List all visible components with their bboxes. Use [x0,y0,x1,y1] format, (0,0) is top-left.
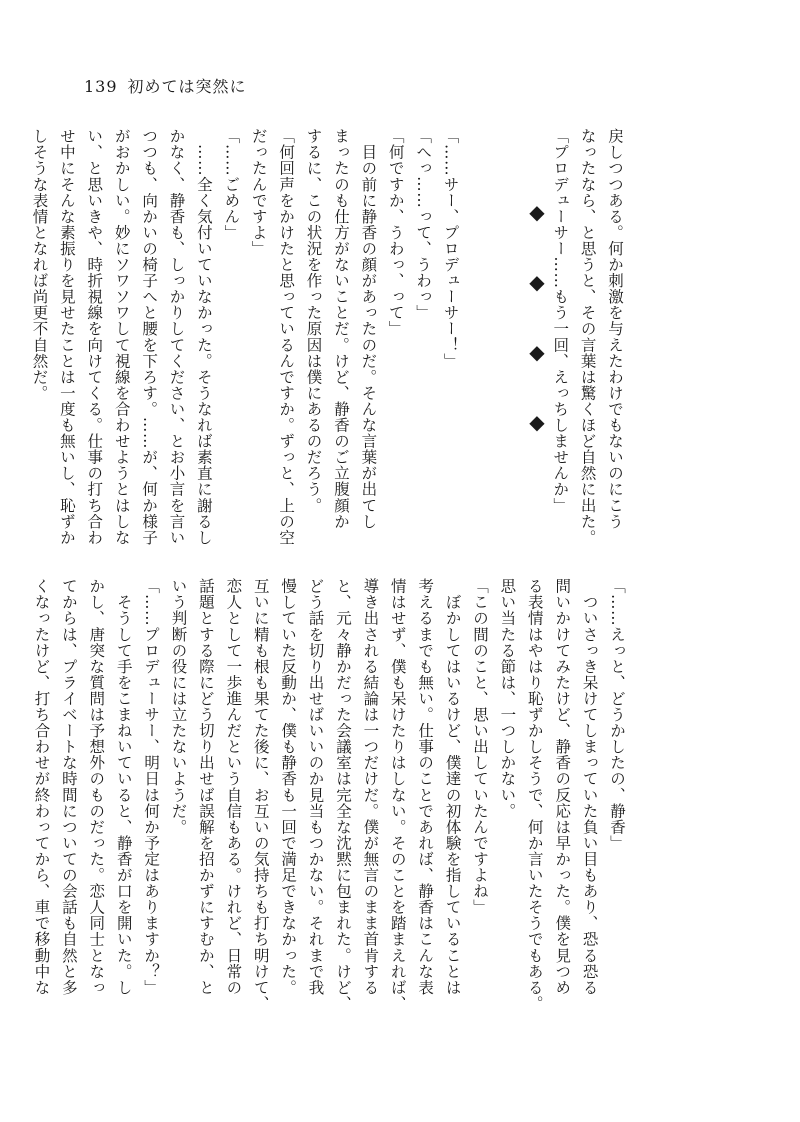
text-line: くなったけど、打ち合わせが終わってから、車で移動中な [32,578,51,996]
text-line: ぼかしてはいるけど、僕達の初体験を指していることは [443,578,462,996]
text-line: かなく、静香も、しっかりしてください、とお小言を言い [167,128,186,546]
separator-gap [464,128,491,548]
text-line: 「……えっと、どうかしたの、静香」 [608,578,626,851]
text-line: どう話を切り出せばいいのか見当もつかない。それまで我 [306,578,325,996]
running-header [84,74,247,97]
text-line: するに、この状況を作った原因は僕にあるのだろう。 [304,128,323,514]
text-line: てからは、プライベートな時間についての会話も自然と多 [59,578,78,996]
text-line: しそうな表情となれば尚更不自然だ。 [30,128,49,401]
text-line: 互いに精も根も果てた後に、お互いの気持ちも打ち明けて、 [251,578,270,1012]
text-line: る表情はやはり恥ずかしそうで、何か言いたそうでもある。 [525,578,544,1012]
text-line: かし、唐突な質問は予想外のものだった。恋人同士となっ [87,578,106,996]
lower-text-block [27,578,630,1012]
text-line: つつも、向かいの椅子へと腰を下ろす。……が、何か様子 [140,128,159,546]
text-line: 導き出される結論は一つだけだ。僕が無言のまま首肯する [361,578,380,996]
text-line: いう判断の役には立たないようだ。 [169,578,188,835]
text-line: 話題とする際にどう切り出せば誤解を招かずにすむか、と [196,578,215,996]
text-line: 情はせず、僕も呆けたりはしない。そのことを踏まえれば、 [388,578,407,1012]
text-line: そうして手をこまねいていると、静香が口を開いた。し [114,578,133,996]
text-line: ……全く気付いていなかった。そうなれば素直に謝るし [194,128,213,546]
text-line: い、と思いきや、時折視線を向けてくる。仕事の打ち合わ [85,128,104,546]
text-line: 「……ごめん」 [222,128,241,241]
text-line: まったのも仕方がないことだ。けど、静香のご立腹顔か [331,128,350,530]
text-line: と、元々静かだった会議室は完全な沈黙に包まれた。けど、 [333,578,352,1012]
page-number: 139 [84,77,118,96]
chapter-title: 初めては突然に [127,77,247,96]
text-line: なったなら、と思うと、その言葉は驚くほど自然に出た。 [578,128,597,546]
text-line: 恋人として一歩進んだという自信もある。けれど、日常の [224,578,243,996]
text-line: 「プロデューサー……もう一回、えっちしませんか」 [551,128,570,514]
text-line: 「……サー、プロデューサー！」 [441,128,460,369]
text-line: がおかしい。妙にソワソワして視線を合わせようとはしな [112,128,131,546]
text-line: 「へっ……って、うわっ」 [414,128,433,321]
text-line: ついさっき呆けてしまっていた負い目もあり、恐る恐る [580,578,599,996]
text-line: 「この間のこと、思い出していたんですよね」 [470,578,489,916]
text-line: だったんですよ」 [249,128,268,257]
scene-break-diamonds: ◆◆◆◆ [525,200,549,480]
text-line: せ中にそんな素振りを見せたことは一度も無いし、恥ずか [57,128,76,546]
text-line: 戻しつつある。何か刺激を与えたわけでもないのにこう [606,128,624,530]
text-line: 「何ですか、うわっ、って」 [386,128,405,337]
text-line: 慢していた反動か、僕も静香も一回で満足できなかった。 [279,578,298,996]
separator-gap [491,128,518,548]
text-line: 目の前に静香の顔があったのだ。そんな言葉が出てし [359,128,378,530]
text-line: 「……プロデューサー、明日は何か予定はありますか？」 [142,578,161,996]
text-line: 「何回声をかけたと思っているんですか。ずっと、上の空 [277,128,296,546]
text-line: 問いかけてみたけど、静香の反応は早かった。僕を見つめ [553,578,572,996]
text-line: 考えるまでも無い。仕事のことであれば、静香はこんな表 [416,578,435,996]
text-line: 思い当たる節は、一つしかない。 [498,578,517,819]
